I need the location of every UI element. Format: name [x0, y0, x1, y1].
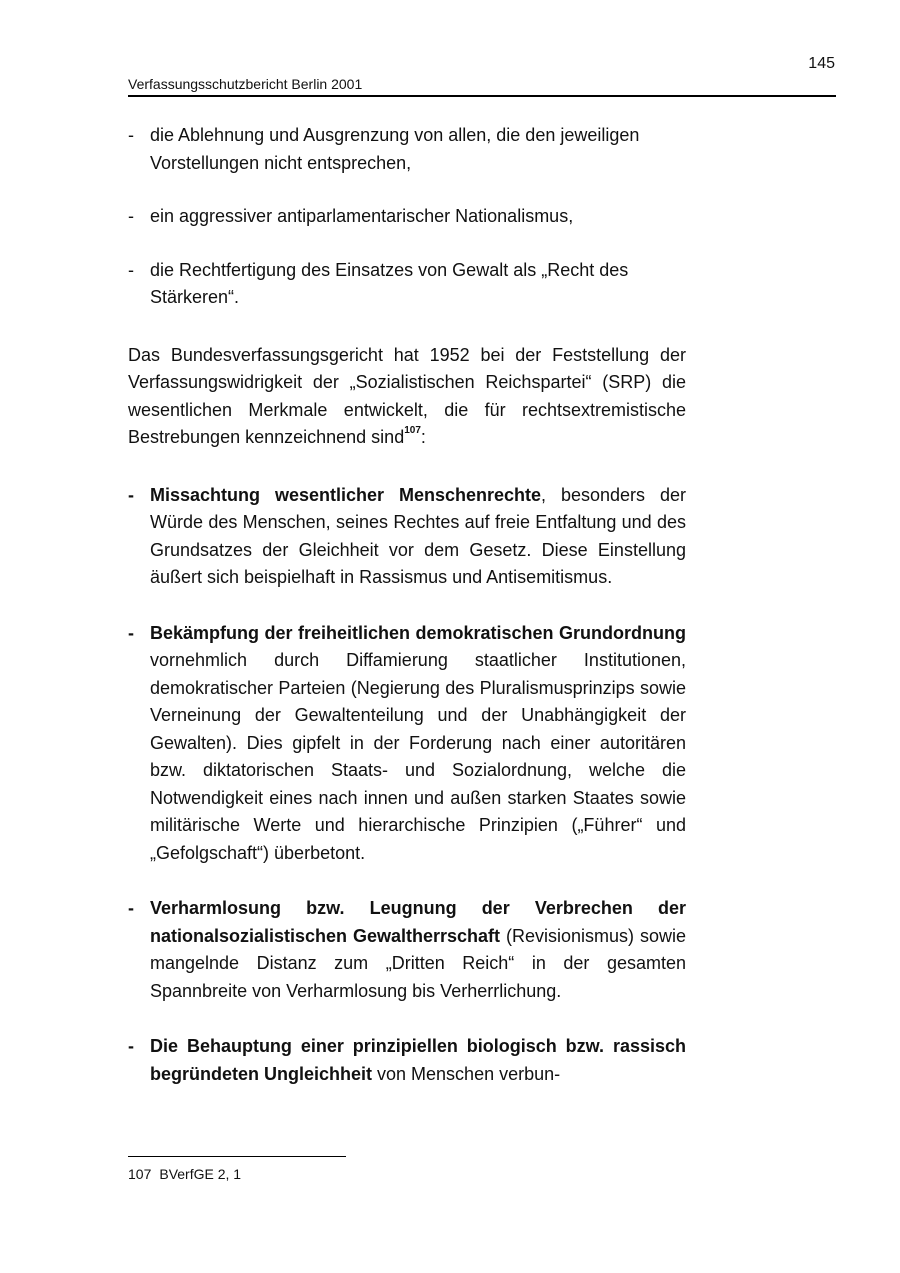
- list-item: [128, 122, 686, 177]
- list-dash: -: [128, 898, 134, 918]
- list-item: [128, 620, 686, 868]
- list-dash: -: [128, 1036, 134, 1056]
- list-dash: -: [128, 259, 134, 280]
- page-number: 145: [808, 55, 835, 72]
- footnote-number: 107: [128, 1166, 152, 1182]
- list-item-text: ein aggressiver antiparlamentarischer Nationalismus,: [150, 206, 574, 226]
- body-paragraph: [128, 342, 686, 452]
- running-header: Verfassungsschutzbericht Berlin 2001: [128, 76, 836, 97]
- list-item-text: die Rechtfertigung des Einsatzes von Gewalt als „Recht des Stärkeren“.: [150, 259, 629, 307]
- list-item: [128, 895, 686, 1005]
- list-item-rest: vornehmlich durch Diffamierung staatlicher Institutionen, demokratischer Parteien (Negierung des Pluralismusprinzips sowie Verneinung der Gewaltenteilung und der Unabhängigkeit der Gewalten). Dies gipfelt in der Forderung nach einer autoritären bzw. diktatorischen Staats- und Sozialordnung, welche die Notwendigkeit eines nach innen und außen starken Staates sowie militärische Werte und hierarchische Prinzipien („Führer“ und „Gefolgschaft“) überbetont.: [150, 650, 686, 863]
- list-item-rest: (Revisionismus) sowie mangelnde Distanz zum „Dritten Reich“ in der gesamten Spannbreite von Verharmlosung bis Verherrlichung.: [150, 925, 687, 1001]
- list-item-rest: von Menschen verbun-: [372, 1063, 561, 1084]
- list-item: [128, 1033, 686, 1088]
- list-item-bold: Verharmlosung bzw. Leugnung der Verbrechen der nationalsozialistischen Gewaltherrschaft: [150, 898, 686, 946]
- list-item-text: [150, 1033, 686, 1088]
- list-dash: -: [128, 484, 134, 505]
- list-item-text: [150, 482, 686, 592]
- list-dash: -: [128, 622, 134, 643]
- list-item-text: die Ablehnung und Ausgrenzung von allen, die den jeweiligen Vorstellungen nicht entsprechen,: [150, 125, 640, 173]
- list-item-rest: , besonders der Würde des Menschen, seines Rechtes auf freie Entfaltung und des Grundsatzes der Gleichheit vor dem Gesetz. Diese Einstellung äußert sich beispielhaft in Rassismus und Antisemitismus.: [150, 484, 686, 587]
- list-item-text: [150, 895, 686, 1005]
- page-body: [128, 122, 686, 1088]
- list-item-bold: Die Behauptung einer prinzipiellen biologisch bzw. rassisch begründeten Ungleichheit: [150, 1036, 686, 1084]
- paragraph-tail: :: [420, 427, 426, 447]
- footnote: [128, 1166, 241, 1182]
- list-dash: -: [128, 125, 134, 145]
- list-dash: -: [128, 206, 134, 226]
- list-item: [128, 203, 686, 231]
- list-item: [128, 257, 686, 312]
- footnote-separator: [128, 1156, 346, 1157]
- list-item-bold: Bekämpfung der freiheitlichen demokratischen Grundordnung: [150, 622, 686, 643]
- list-item-bold: Missachtung wesentlicher Menschenrechte: [150, 484, 542, 505]
- list-item-text: [150, 620, 686, 868]
- list-item: [128, 482, 686, 592]
- paragraph-text: Das Bundesverfassungsgericht hat 1952 bei der Feststellung der Verfassungswidrigkeit der „Sozialistischen Reichspartei“ (SRP) die wesentlichen Merkmale entwickelt, die für rechtsextremistische Bestrebungen kennzeichnend sind: [128, 344, 686, 447]
- footnote-reference[interactable]: 107: [404, 425, 421, 436]
- footnote-text: BVerfGE 2, 1: [159, 1166, 242, 1182]
